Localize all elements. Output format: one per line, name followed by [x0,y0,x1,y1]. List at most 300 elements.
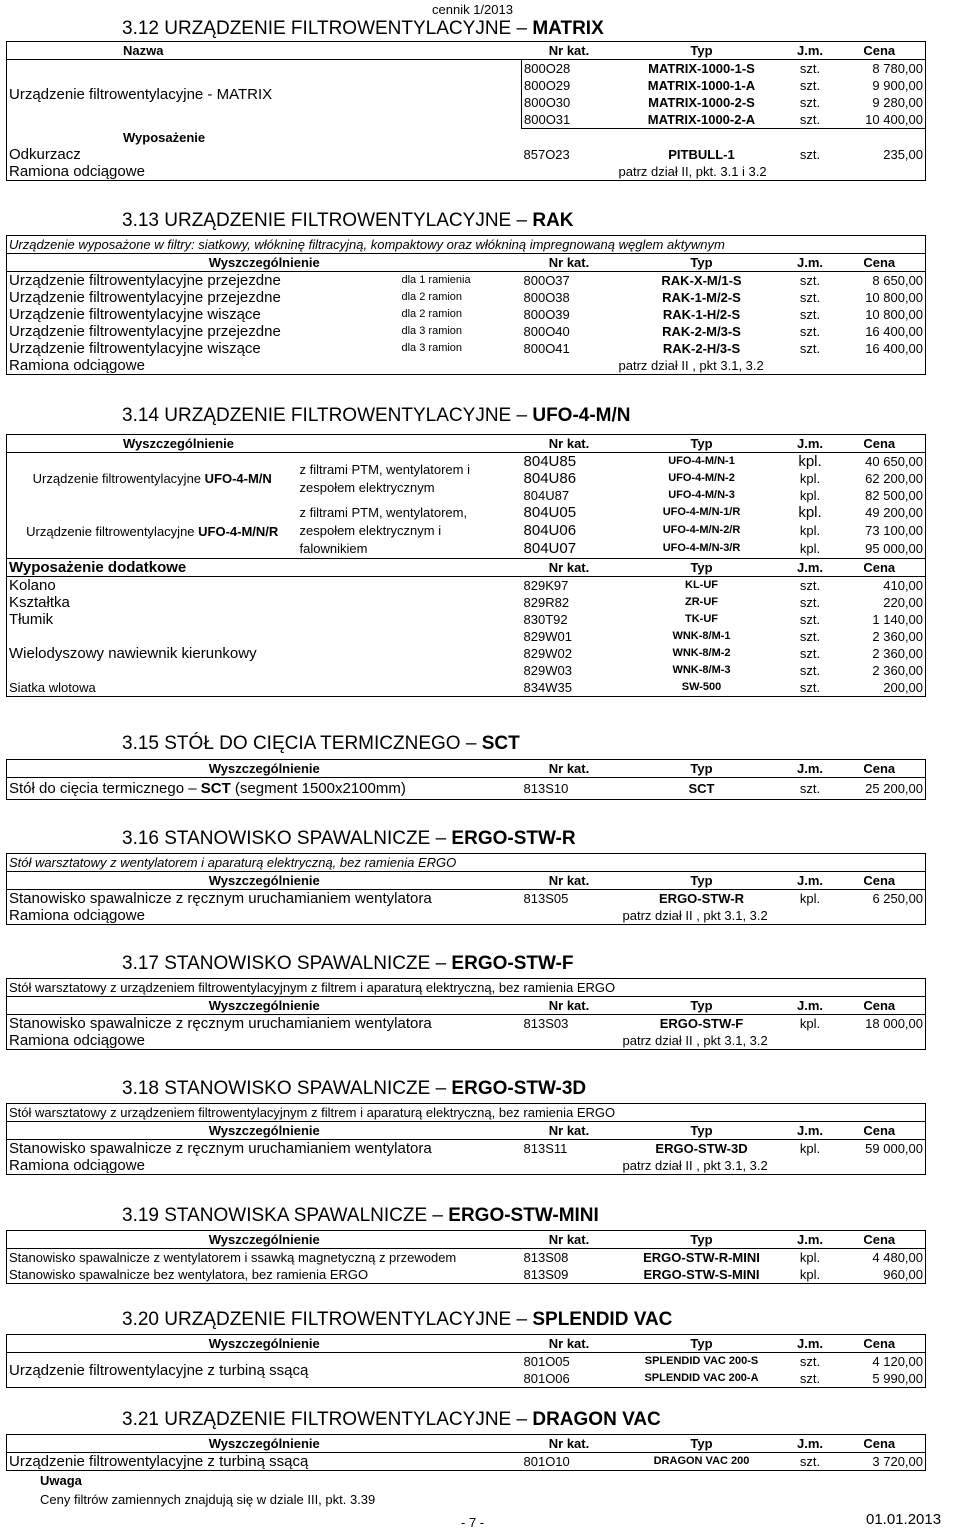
table-cell: 6 250,00 [834,890,926,908]
table-cell: szt. [799,78,821,93]
table-cell: Urządzenie wyposażone w filtry: siatkowy, włókninę filtracyjną, kompaktowy oraz włókniną impregnowaną węglem aktywnym [7,236,926,254]
table-row [7,1453,926,1471]
table-cell: 813S10 [522,778,617,800]
table-row [7,1015,926,1033]
table-cell: 2 360,00 [834,645,926,662]
table-cell: dla 1 ramienia [401,274,471,286]
device-name: Urządzenie filtrowentylacyjne - MATRIX [7,60,522,129]
table-row [7,1140,926,1158]
table-cell: Odkurzacz [7,146,522,163]
section-title: 3.20 URZĄDZENIE FILTROWENTYLACYJNE – SPLENDID VAC [122,1309,673,1330]
table-cell: Nr kat. [522,1335,617,1353]
table-cell: kpl. [799,891,821,906]
table-cell: Urządzenie filtrowentylacyjne UFO-4-M/N/R [7,504,298,559]
table-cell: Stanowisko spawalnicze z ręcznym uruchamianiem wentylatora [7,890,522,908]
table-cell: Nr kat. [522,997,617,1015]
table-cell: 235,00 [834,146,926,163]
table-cell: UFO-4-M/N-2/R [662,524,741,537]
table-row [7,628,926,645]
table-cell: dla 2 ramion [401,308,463,320]
table-cell: szt. [799,273,821,288]
table-cell [834,907,926,925]
table-cell: z filtrami PTM, wentylatorem, zespołem elektrycznym i falownikiem [299,505,468,556]
table-cell: Siatka wlotowa [7,679,522,697]
table-cell: Nr kat. [522,254,617,272]
table-row [7,306,926,323]
table-cell: Cena [834,254,926,272]
section-title: 3.16 STANOWISKO SPAWALNICZE – ERGO-STW-R [122,828,576,849]
table-cell: kpl. [799,523,821,539]
table-cell: 804U85 [523,453,577,470]
table-cell: Ramiona odciągowe [7,1032,522,1050]
table-header [7,872,926,890]
table-cell: 800O37 [523,273,570,288]
table-cell: Cena [834,1435,926,1453]
table-cell: patrz dział II , pkt 3.1, 3.2 [617,357,834,375]
table-cell: Kolano [7,577,522,595]
section-3-16 [6,828,925,925]
table-cell: ERGO-STW-R-MINI [643,1250,760,1265]
table-cell: WNK-8/M-3 [672,664,731,676]
table-cell: kpl. [787,1266,834,1284]
table-cell: Nr kat. [522,435,617,453]
table-cell: patrz dział II , pkt 3.1, 3.2 [617,907,834,925]
table-cell: Kształtka [7,594,522,611]
table-cell: Urządzenie filtrowentylacyjne przejezdne [7,289,400,306]
table-cell: Wyposażenie [7,129,522,147]
table-cell: Typ [617,872,787,890]
note-row [7,1104,926,1122]
table-cell: PITBULL-1 [668,147,735,162]
table-cell: 49 200,00 [834,504,926,522]
table-cell: Urządzenie filtrowentylacyjne przejezdne [7,272,400,290]
table-cell: 16 400,00 [834,340,926,357]
table-cell: RAK-1-M/2-S [662,290,741,305]
table-cell: J.m. [787,1231,834,1249]
table-cell: 410,00 [834,577,926,595]
table-cell: Stół warsztatowy z urządzeniem filtrowentylacyjnym z filtrem i aparaturą elektryczną, bez ramienia ERGO [7,979,926,997]
table-cell: J.m. [787,1435,834,1453]
table-cell: SPLENDID VAC 200-A [617,1370,787,1388]
table-row [7,1032,926,1050]
table-cell: 200,00 [834,679,926,697]
table-cell: Stanowisko spawalnicze bez wentylatora, bez ramienia ERGO [7,1266,522,1284]
table-cell: Ramiona odciągowe [7,1157,522,1175]
table-cell: 40 650,00 [834,453,926,471]
section-title: 3.18 STANOWISKO SPAWALNICZE – ERGO-STW-3D [122,1078,587,1099]
table-row [7,611,926,628]
table-cell: Cena [834,1122,926,1140]
table-cell: UFO-4-M/N-1 [668,455,735,467]
table-cell: ERGO-STW-F [659,1016,744,1031]
table-cell: 9 280,00 [834,94,926,111]
table-cell: szt. [799,629,821,644]
table-cell: 829W02 [523,646,572,661]
section-3-12 [6,18,925,181]
table-cell: 813S09 [522,1266,617,1284]
table-cell [834,1032,926,1050]
table-cell: ERGO-STW-3D [655,1141,748,1156]
table-cell: 2 360,00 [834,628,926,645]
table-cell: J.m. [787,872,834,890]
table-cell: 801O10 [522,1453,617,1471]
table-cell: 829K97 [523,578,569,593]
table-cell: Wyszczególnienie [7,254,522,272]
table-cell: Wyszczególnienie [7,872,522,890]
section-3-14 [6,405,925,697]
table-cell: 857O23 [523,147,570,162]
table-cell: Urządzenie filtrowentylacyjne z turbiną ssącą [7,1353,522,1388]
table-cell: J.m. [787,997,834,1015]
table-cell: Stół do cięcia termicznego – SCT (segment 1500x2100mm) [7,778,522,800]
table-cell: Stół warsztatowy z wentylatorem i aparaturą elektryczną, bez ramienia ERGO [7,854,926,872]
table-cell: 830T92 [523,612,568,627]
table-cell: 95 000,00 [834,540,926,559]
table-cell [522,129,617,147]
table-cell: 8 650,00 [834,272,926,290]
table-cell: MATRIX-1000-1-A [647,78,756,93]
table-cell: 804U05 [523,504,577,522]
table-row [7,60,926,78]
table-cell: RAK-2-M/3-S [662,324,741,339]
table-cell: SW-500 [617,679,787,697]
table-cell: 10 800,00 [834,289,926,306]
table-cell: WNK-8/M-1 [672,630,731,642]
table-cell: Cena [834,760,926,778]
table-cell: Typ [617,997,787,1015]
table-cell: szt. [799,61,821,76]
table-cell: RAK-2-H/3-S [662,341,741,356]
table-cell: J.m. [787,1122,834,1140]
table-cell: 10 400,00 [834,111,926,129]
section-title: 3.12 URZĄDZENIE FILTROWENTYLACYJNE – MATRIX [122,18,604,39]
table-header [7,42,926,60]
section-title: 3.17 STANOWISKO SPAWALNICZE – ERGO-STW-F [122,953,574,974]
table-cell: Nr kat. [522,559,617,577]
table-cell: 220,00 [834,594,926,611]
table-row [7,146,926,163]
table-cell: Nr kat. [522,1435,617,1453]
table-cell [834,1157,926,1175]
table-cell: 804U06 [523,522,577,540]
section-3-18 [6,1078,925,1175]
table-row [7,504,926,522]
table-cell [522,907,617,925]
table-row [7,323,926,340]
table-cell: 804U07 [523,540,577,558]
table-cell: 8 780,00 [834,60,926,78]
table-cell: WNK-8/M-2 [672,647,731,659]
table-cell: Wyszczególnienie [7,435,522,453]
section-title: 3.13 URZĄDZENIE FILTROWENTYLACYJNE – RAK [122,210,574,231]
table-row [7,289,926,306]
table-cell: patrz dział II, pkt. 3.1 i 3.2 [617,163,834,181]
table-cell: szt. [799,595,821,610]
table-cell: 800O41 [523,341,570,356]
table-cell: Typ [617,1231,787,1249]
table-cell: Nr kat. [522,760,617,778]
table-cell: DRAGON VAC 200 [617,1453,787,1471]
table-cell: Stanowisko spawalnicze z ręcznym uruchamianiem wentylatora [7,1015,522,1033]
table-cell: Ramiona odciągowe [7,907,522,925]
table-cell: 813S08 [523,1250,569,1265]
section-3-13 [6,210,925,375]
table-cell: 800O29 [522,77,617,94]
note-row [7,979,926,997]
table-cell: Stanowisko spawalnicze z ręcznym uruchamianiem wentylatora [7,1140,522,1158]
table-cell: patrz dział II , pkt 3.1, 3.2 [617,1032,834,1050]
table-header [7,1435,926,1453]
table-cell: 813S11 [523,1141,568,1156]
table-cell: Urządzenie filtrowentylacyjne przejezdne [7,323,400,340]
table-cell: RAK-1-H/2-S [662,307,741,322]
table-cell: 804U87 [523,488,570,503]
table-cell: szt. [799,341,821,356]
table-cell: Urządzenie filtrowentylacyjne z turbiną ssącą [7,1453,522,1471]
table-cell: Typ [617,1435,787,1453]
table-row [7,577,926,595]
table-cell: 4 480,00 [834,1249,926,1267]
table-cell: 801O06 [522,1370,617,1388]
table-cell: 10 800,00 [834,306,926,323]
table-cell: Wyszczególnienie [7,760,522,778]
table-cell [400,357,522,375]
table-cell: Typ [617,1122,787,1140]
section-3-19 [6,1205,925,1284]
page-number: - 7 - [461,1515,485,1530]
table-cell: z filtrami PTM, wentylatorem i zespołem elektrycznym [299,461,470,495]
table-cell: dla 3 ramion [401,325,463,337]
table-cell: ZR-UF [685,596,719,608]
table-cell: J.m. [787,760,834,778]
table-cell: Cena [834,559,926,577]
table-cell: 25 200,00 [834,778,926,800]
table-cell: Cena [834,435,926,453]
table-cell: szt. [799,578,821,593]
table-row [7,163,926,181]
table-cell: J.m. [787,254,834,272]
table-row [7,1249,926,1267]
table-cell: 59 000,00 [834,1140,926,1158]
table-cell: Urządzenie filtrowentylacyjne UFO-4-M/N [7,453,298,505]
table-header [7,254,926,272]
table-header [7,760,926,778]
table-header [7,435,926,453]
header-label: cennik 1/2013 [432,2,513,17]
table-cell: 82 500,00 [834,487,926,504]
table-cell: szt. [787,1453,834,1471]
table-cell: J.m. [787,1335,834,1353]
table-cell: 801O05 [523,1354,570,1369]
table-cell: kpl. [798,453,822,470]
note-row [7,854,926,872]
table-cell: 813S05 [523,891,569,906]
table-cell: Nr kat. [522,42,617,60]
table-cell: UFO-4-M/N-3 [668,489,735,501]
table-row [7,272,926,290]
table-row [7,1353,926,1371]
table-cell: 829R82 [523,595,570,610]
table-cell: Cena [834,872,926,890]
table-cell: 813S03 [523,1016,569,1031]
table-cell: Nr kat. [522,1231,617,1249]
table-row [7,357,926,375]
table-row [7,890,926,908]
table-header [7,1335,926,1353]
table-cell: 829W01 [523,629,572,644]
table-cell: Cena [834,1335,926,1353]
table-cell: Urządzenie filtrowentylacyjne wiszące [7,340,400,357]
section-title: 3.14 URZĄDZENIE FILTROWENTYLACYJNE – UFO-4-M/N [122,405,631,426]
table-cell: 804U86 [523,470,577,487]
table-row [7,907,926,925]
table-cell: TK-UF [685,613,719,625]
table-cell: Nazwa [7,42,522,60]
table-cell: 829W03 [523,663,572,678]
table-cell [522,1032,617,1050]
table-cell: 9 900,00 [834,77,926,94]
table-cell: 960,00 [834,1266,926,1284]
table-row [7,778,926,800]
table-cell: KL-UF [685,579,719,591]
section-3-15 [6,733,925,800]
table-row [7,340,926,357]
table-header [7,559,926,577]
footer-date: 01.01.2013 [866,1511,942,1528]
table-header [7,1231,926,1249]
table-cell: szt. [799,612,821,627]
table-row [7,594,926,611]
table-cell: 62 200,00 [834,470,926,487]
table-cell: kpl. [798,504,822,522]
table-cell: Wyszczególnienie [7,1231,522,1249]
table-cell: Nr kat. [522,1122,617,1140]
table-cell: 834W35 [522,679,617,697]
table-cell: 1 140,00 [834,611,926,628]
table-cell: 800O28 [522,60,617,78]
table-cell: MATRIX-1000-2-A [617,111,787,129]
table-cell: kpl. [799,488,821,503]
table-cell: Wielodyszowy nawiewnik kierunkowy [7,628,522,679]
section-title: 3.15 STÓŁ DO CIĘCIA TERMICZNEGO – SCT [122,733,520,754]
table-cell: szt. [799,646,821,661]
table-cell [834,357,926,375]
table-cell: J.m. [787,559,834,577]
table-cell: Urządzenie filtrowentylacyjne wiszące [7,306,400,323]
table-cell: kpl. [799,1016,821,1031]
table-cell [834,129,926,147]
table-cell: MATRIX-1000-2-S [648,95,755,110]
table-row [7,1157,926,1175]
table-cell [522,357,617,375]
table-cell: kpl. [799,1250,821,1265]
section-3-17 [6,953,925,1050]
table-cell: szt. [799,147,821,162]
table-cell: Typ [617,1335,787,1353]
table-cell: Typ [617,760,787,778]
table-cell: Wyszczególnienie [7,1435,522,1453]
section-3-21 [6,1409,925,1471]
table-cell: Stół warsztatowy z urządzeniem filtrowentylacyjnym z filtrem i aparaturą elektryczną, bez ramienia ERGO [7,1104,926,1122]
table-cell: szt. [787,778,834,800]
table-cell: Ramiona odciągowe [7,163,522,181]
table-cell: dla 3 ramion [401,342,463,354]
table-cell: Typ [617,435,787,453]
table-cell: 800O31 [522,111,617,129]
table-cell: Tłumik [7,611,522,628]
table-cell: dla 2 ramion [401,291,463,303]
table-row [7,1266,926,1284]
table-cell [617,129,787,147]
table-cell: J.m. [787,435,834,453]
table-cell: SCT [617,778,787,800]
table-cell: szt. [799,663,821,678]
table-cell: szt. [787,1370,834,1388]
table-cell: Typ [617,42,787,60]
table-cell: Wyposażenie dodatkowe [7,559,522,577]
table-cell: kpl. [799,1141,821,1156]
table-cell: UFO-4-M/N-3/R [662,542,741,555]
table-cell: MATRIX-1000-1-S [648,61,755,76]
table-cell: Wyszczególnienie [7,997,522,1015]
table-cell: szt. [799,1354,821,1369]
table-cell: 800O30 [522,94,617,111]
section-title: 3.19 STANOWISKA SPAWALNICZE – ERGO-STW-MINI [122,1205,599,1226]
table-cell: 18 000,00 [834,1015,926,1033]
table-cell: Stanowisko spawalnicze z wentylatorem i ssawką magnetyczną z przewodem [7,1249,522,1267]
table-cell: UFO-4-M/N-2 [668,472,735,484]
table-row [7,453,926,471]
table-header [7,1122,926,1140]
table-cell: 73 100,00 [834,522,926,540]
table-cell: 800O40 [523,324,570,339]
table-cell: Wyszczególnienie [7,1335,522,1353]
table-cell: ERGO-STW-S-MINI [617,1266,787,1284]
table-cell: szt. [787,111,834,129]
table-cell [787,129,834,147]
table-cell: Ramiona odciągowe [7,357,400,375]
table-cell: Cena [834,997,926,1015]
table-cell: Typ [617,559,787,577]
table-row [7,679,926,697]
table-cell: szt. [799,307,821,322]
table-cell: Cena [834,42,926,60]
table-cell: kpl. [799,471,821,486]
table-cell: J.m. [787,42,834,60]
table-cell: Cena [834,1231,926,1249]
note-title: Uwaga [40,1473,82,1488]
table-cell: 3 720,00 [834,1453,926,1471]
note-row [7,236,926,254]
table-cell: UFO-4-M/N-1/R [662,506,741,519]
section-title: 3.21 URZĄDZENIE FILTROWENTYLACYJNE – DRAGON VAC [122,1409,661,1430]
table-cell: 800O39 [523,307,570,322]
table-cell: 2 360,00 [834,662,926,679]
table-cell: szt. [799,95,821,110]
table-cell: Typ [617,254,787,272]
table-cell: SPLENDID VAC 200-S [644,1355,759,1367]
section-3-20 [6,1309,925,1388]
table-cell: RAK-X-M/1-S [661,273,742,288]
table-cell: Wyszczególnienie [7,1122,522,1140]
table-cell [834,163,926,181]
note-text: Ceny filtrów zamiennych znajdują się w dziale III, pkt. 3.39 [40,1492,376,1507]
table-cell: szt. [799,290,821,305]
table-cell: 4 120,00 [834,1353,926,1371]
table-row [7,129,926,147]
table-cell: szt. [799,324,821,339]
table-cell [522,1157,617,1175]
